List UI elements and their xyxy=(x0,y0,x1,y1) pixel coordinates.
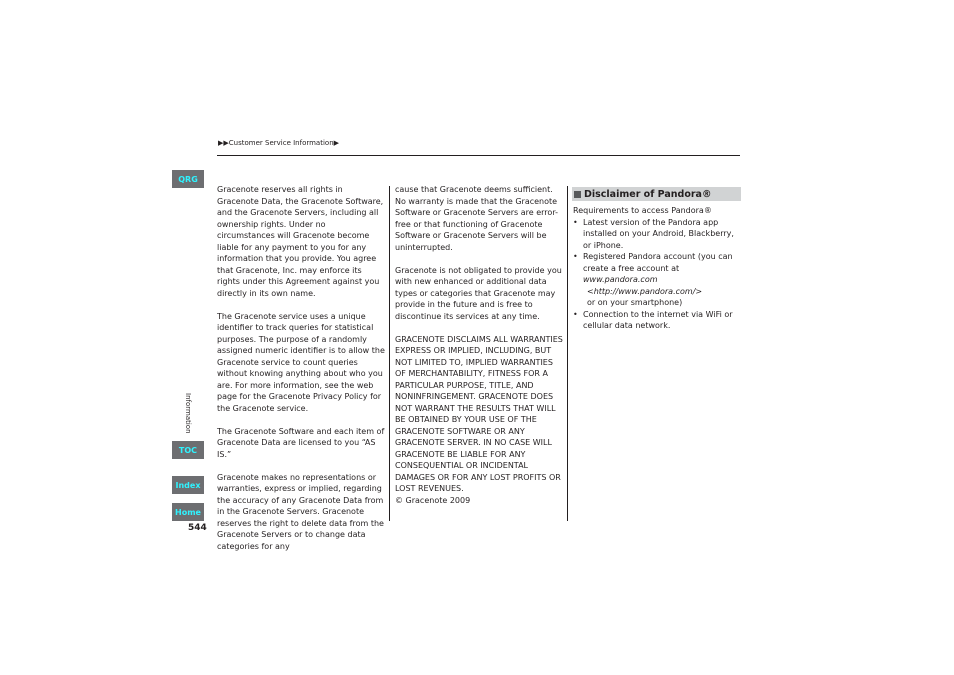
paragraph: GRACENOTE DISCLAIMS ALL WARRANTIES EXPRESS OR IMPLIED, INCLUDING, BUT NOT LIMITED TO, IMPLIED WARRANTIES OF MERCHANTABILITY, FITNESS FOR A PARTICULAR PURPOSE, TITLE, AND NONINFRINGEMENT. GRACENOTE DOES NOT WARRANT THE RESULTS THAT WILL BE OBTAINED BY YOUR USE OF THE GRACENOTE SOFTWARE OR ANY GRACENOTE SERVER. IN NO CASE WILL GRACENOTE BE LIABLE FOR ANY CONSEQUENTIAL OR INCIDENTAL DAMAGES OR FOR ANY LOST PROFITS OR LOST REVENUES. xyxy=(395,334,563,493)
column-divider-1 xyxy=(389,186,390,521)
paragraph: Gracenote makes no representations or warranties, express or implied, regarding the accuracy of any Gracenote Data from in the Gracenote Servers. Gracenote reserves the right to delete data from the Gracenote Servers or to change data categories for any xyxy=(217,472,384,551)
bullet-icon: • xyxy=(573,252,578,261)
list-item-text: Registered Pandora account (you can create a free account at xyxy=(583,252,733,273)
list-item-text: Connection to the internet via WiFi or cellular data network. xyxy=(583,309,733,330)
paragraph: The Gracenote Software and each item of Gracenote Data are licensed to you “AS IS.” xyxy=(217,426,385,459)
list-item-text: Latest version of the Pandora app installed on your Android, Blackberry, or iPhone. xyxy=(583,217,734,250)
home-button[interactable]: Home xyxy=(172,503,204,521)
square-bullet-icon xyxy=(574,191,581,198)
pandora-site-link[interactable]: www.pandora.com xyxy=(583,275,658,284)
toc-button[interactable]: TOC xyxy=(172,441,204,459)
list-item xyxy=(573,217,736,252)
header-rule xyxy=(217,155,740,156)
breadcrumb-label[interactable]: Customer Service Information xyxy=(228,139,334,147)
paragraph: Gracenote is not obligated to provide you with new enhanced or additional data types or categories that Gracenote may provide in the future and is free to discontinue its services at any time. xyxy=(395,265,562,321)
bullet-icon: • xyxy=(573,309,578,319)
column-divider-2 xyxy=(567,186,568,521)
bullet-icon: • xyxy=(573,217,578,227)
breadcrumb-end-arrow-icon: ▶ xyxy=(333,139,340,147)
copyright: © Gracenote 2009 xyxy=(395,495,471,505)
text-column-3 xyxy=(573,205,736,332)
pandora-url-link[interactable]: <http://www.pandora.com/> xyxy=(587,286,703,296)
paragraph: Gracenote reserves all rights in Gracenote Data, the Gracenote Software, and the Gracenote Servers, including all ownership rights. Under no circumstances will Gracenote become liable for any payment to you for any information that you provide. You agree that Gracenote, Inc. may enforce its rights under this Agreement against you directly in its own name. xyxy=(217,185,384,298)
requirements-list xyxy=(573,217,736,332)
paragraph: cause that Gracenote deems sufficient. No warranty is made that the Gracenote Software or Gracenote Servers are error-free or that functioning of Gracenote Software or Gracenote Servers will be uninterrupted. xyxy=(395,185,558,252)
breadcrumb[interactable] xyxy=(218,138,339,148)
section-side-label: Information xyxy=(184,392,192,434)
paragraph: The Gracenote service uses a unique identifier to track queries for statistical purposes. The purpose of a randomly assigned numeric identifier is to allow the Gracenote service to count queries without knowing anything about who you are. For more information, see the web page for the Gracenote Privacy Policy for the Gracenote service. xyxy=(217,311,385,413)
page-number: 544 xyxy=(188,523,207,533)
qrg-button[interactable]: QRG xyxy=(172,170,204,188)
text-column-1 xyxy=(217,184,385,564)
breadcrumb-arrow-icon: ▶▶ xyxy=(218,139,229,147)
requirements-intro: Requirements to access Pandora® xyxy=(573,206,712,215)
section-heading-text: Disclaimer of Pandora® xyxy=(584,188,712,200)
list-item-text: or on your smartphone) xyxy=(587,298,683,307)
index-button[interactable]: Index xyxy=(172,476,204,494)
list-item xyxy=(573,309,736,332)
list-item xyxy=(573,251,736,309)
text-column-2 xyxy=(395,184,563,518)
section-heading xyxy=(572,187,741,201)
